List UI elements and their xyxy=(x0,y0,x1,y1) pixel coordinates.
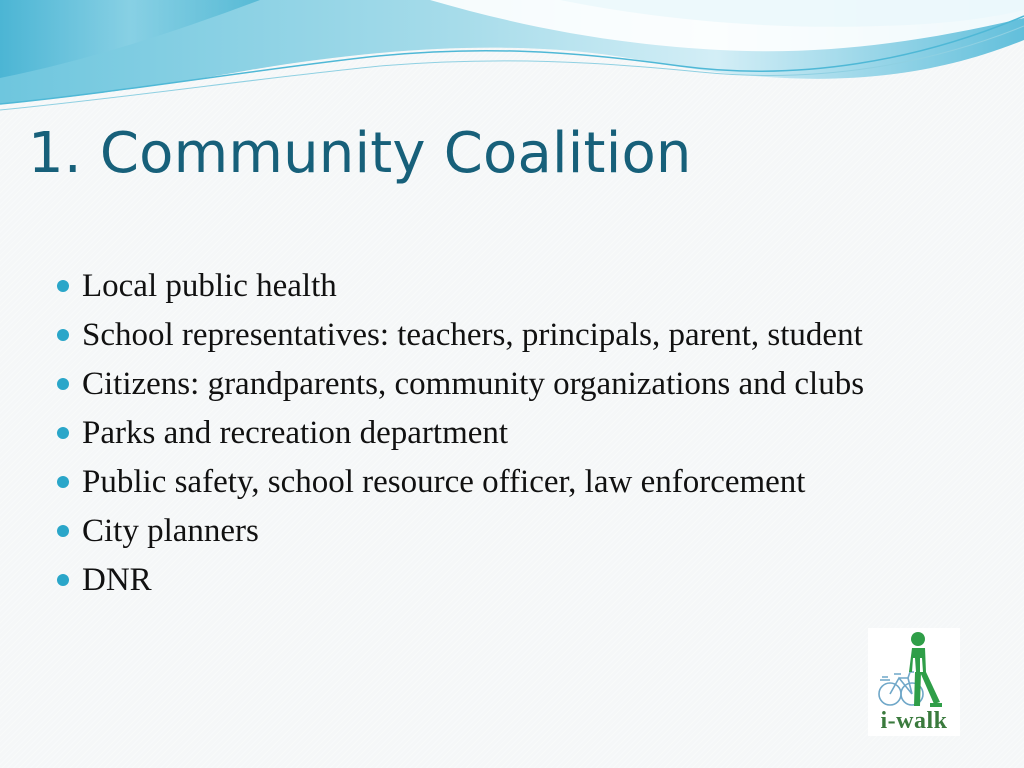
bullet-dot-icon xyxy=(57,476,69,488)
bullet-dot-icon xyxy=(57,427,69,439)
bullet-text: City planners xyxy=(82,513,259,549)
bullet-dot-icon xyxy=(57,574,69,586)
iwalk-logo xyxy=(868,628,960,736)
logo-text: i-walk xyxy=(880,708,948,734)
bullet-text: Local public health xyxy=(82,268,337,304)
bullet-item xyxy=(56,266,956,306)
header-wave-decoration xyxy=(0,0,1024,120)
bullet-item xyxy=(56,315,956,355)
bullet-list xyxy=(56,266,956,609)
bullet-dot-icon xyxy=(57,525,69,537)
bullet-item xyxy=(56,413,956,453)
bullet-item xyxy=(56,560,956,600)
bullet-item xyxy=(56,462,956,502)
bullet-text: Public safety, school resource officer, law enforcement xyxy=(82,464,806,500)
bullet-dot-icon xyxy=(57,329,69,341)
bullet-dot-icon xyxy=(57,378,69,390)
bullet-item xyxy=(56,511,956,551)
bullet-text: DNR xyxy=(82,562,152,598)
bullet-dot-icon xyxy=(57,280,69,292)
bullet-text: School representatives: teachers, principals, parent, student xyxy=(82,317,863,353)
walking-person-with-bicycle-icon xyxy=(868,628,960,710)
bullet-text: Parks and recreation department xyxy=(82,415,509,451)
bullet-item xyxy=(56,364,956,404)
bullet-text: Citizens: grandparents, community organizations and clubs xyxy=(82,366,865,402)
slide-title: 1. Community Coalition xyxy=(28,121,692,186)
